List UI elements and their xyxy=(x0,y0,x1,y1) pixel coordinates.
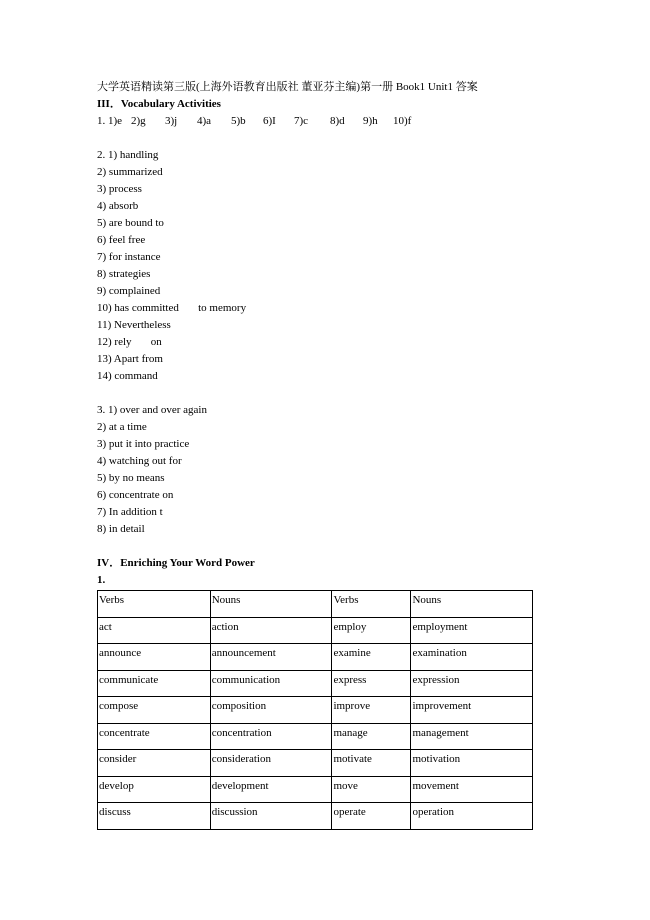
table-cell: employ xyxy=(332,617,411,644)
table-header-row xyxy=(98,591,533,618)
answer-item: 9)h xyxy=(363,115,378,127)
answer-line: 8) strategies xyxy=(97,268,151,280)
answer-item: 1)e xyxy=(108,115,123,127)
answer-line: 5) are bound to xyxy=(97,217,164,229)
answer-line: 2. 1) handling xyxy=(97,149,159,161)
table-cell: communicate xyxy=(98,670,211,697)
answer-item: 3)j xyxy=(165,115,178,127)
table-cell: operate xyxy=(332,803,411,830)
answer-line: 6) concentrate on xyxy=(97,489,174,501)
table-cell: composition xyxy=(210,697,332,724)
table-cell: communication xyxy=(210,670,332,697)
answer-line: 3) put it into practice xyxy=(97,438,190,450)
table-row xyxy=(98,750,533,777)
answer-item: 6)I xyxy=(263,115,276,127)
table-cell: develop xyxy=(98,776,211,803)
table-row xyxy=(98,644,533,671)
table-cell: express xyxy=(332,670,411,697)
table-cell: management xyxy=(411,723,533,750)
answer-line: 4) absorb xyxy=(97,200,139,212)
answer-item: 8)d xyxy=(330,115,345,127)
answer-line: 4) watching out for xyxy=(97,455,182,467)
answer-line: 9) complained xyxy=(97,285,161,297)
answer-item: 2)g xyxy=(131,115,146,127)
table-cell: consider xyxy=(98,750,211,777)
section-heading-word-power: IV．Enriching Your Word Power xyxy=(97,557,255,569)
table-row xyxy=(98,617,533,644)
table-cell: motivation xyxy=(411,750,533,777)
answer-line: 6) feel free xyxy=(97,234,146,246)
table-cell: announcement xyxy=(210,644,332,671)
table-header-cell: Verbs xyxy=(332,591,411,618)
answer-line: 8) in detail xyxy=(97,523,145,535)
table-row xyxy=(98,697,533,724)
document-page xyxy=(97,79,537,830)
table-cell: compose xyxy=(98,697,211,724)
table-cell: examine xyxy=(332,644,411,671)
table-cell: discuss xyxy=(98,803,211,830)
table-cell: announce xyxy=(98,644,211,671)
word-forms-table xyxy=(97,590,533,830)
subheading-number: 1. xyxy=(97,574,106,586)
table-cell: act xyxy=(98,617,211,644)
table-cell: concentration xyxy=(210,723,332,750)
table-cell: employment xyxy=(411,617,533,644)
answer-line: 11) Nevertheless xyxy=(97,319,171,331)
section-heading-vocabulary: III．Vocabulary Activities xyxy=(97,98,221,110)
table-cell: discussion xyxy=(210,803,332,830)
answer-list-part3 xyxy=(97,402,537,538)
table-cell: action xyxy=(210,617,332,644)
table-header-cell: Nouns xyxy=(411,591,533,618)
answer-item: 4)a xyxy=(197,115,212,127)
answer-line: 7) for instance xyxy=(97,251,161,263)
answer-item: 7)c xyxy=(294,115,309,127)
table-cell: expression xyxy=(411,670,533,697)
answer-line: 13) Apart from xyxy=(97,353,163,365)
table-cell: concentrate xyxy=(98,723,211,750)
table-row xyxy=(98,723,533,750)
table-cell: move xyxy=(332,776,411,803)
table-cell: operation xyxy=(411,803,533,830)
answer-list-part2 xyxy=(97,147,537,385)
answer-item: 10)f xyxy=(393,115,412,127)
answer-line: 5) by no means xyxy=(97,472,165,484)
table-cell: improve xyxy=(332,697,411,724)
table-cell: examination xyxy=(411,644,533,671)
table-row xyxy=(98,776,533,803)
answer-line: 10) has committed to memory xyxy=(97,302,247,314)
answer-line: 14) command xyxy=(97,370,158,382)
answer-item: 5)b xyxy=(231,115,246,127)
table-cell: development xyxy=(210,776,332,803)
answer-line: 2) at a time xyxy=(97,421,147,433)
table-header-cell: Nouns xyxy=(210,591,332,618)
answer-line: 2) summarized xyxy=(97,166,163,178)
table-row xyxy=(98,803,533,830)
document-title: 大学英语精读第三版(上海外语教育出版社 董亚芬主编)第一册 Book1 Unit1 答案 xyxy=(97,81,478,93)
answer-line: 12) rely on xyxy=(97,336,162,348)
table-cell: improvement xyxy=(411,697,533,724)
table-header-cell: Verbs xyxy=(98,591,211,618)
table-cell: manage xyxy=(332,723,411,750)
answer-line: 3) process xyxy=(97,183,142,195)
table-cell: movement xyxy=(411,776,533,803)
answer-prefix: 1. xyxy=(97,115,108,127)
table-cell: consideration xyxy=(210,750,332,777)
table-cell: motivate xyxy=(332,750,411,777)
answer-line: 7) In addition t xyxy=(97,506,163,518)
answer-line-part1 xyxy=(97,113,537,130)
table-row xyxy=(98,670,533,697)
answer-line: 3. 1) over and over again xyxy=(97,404,207,416)
